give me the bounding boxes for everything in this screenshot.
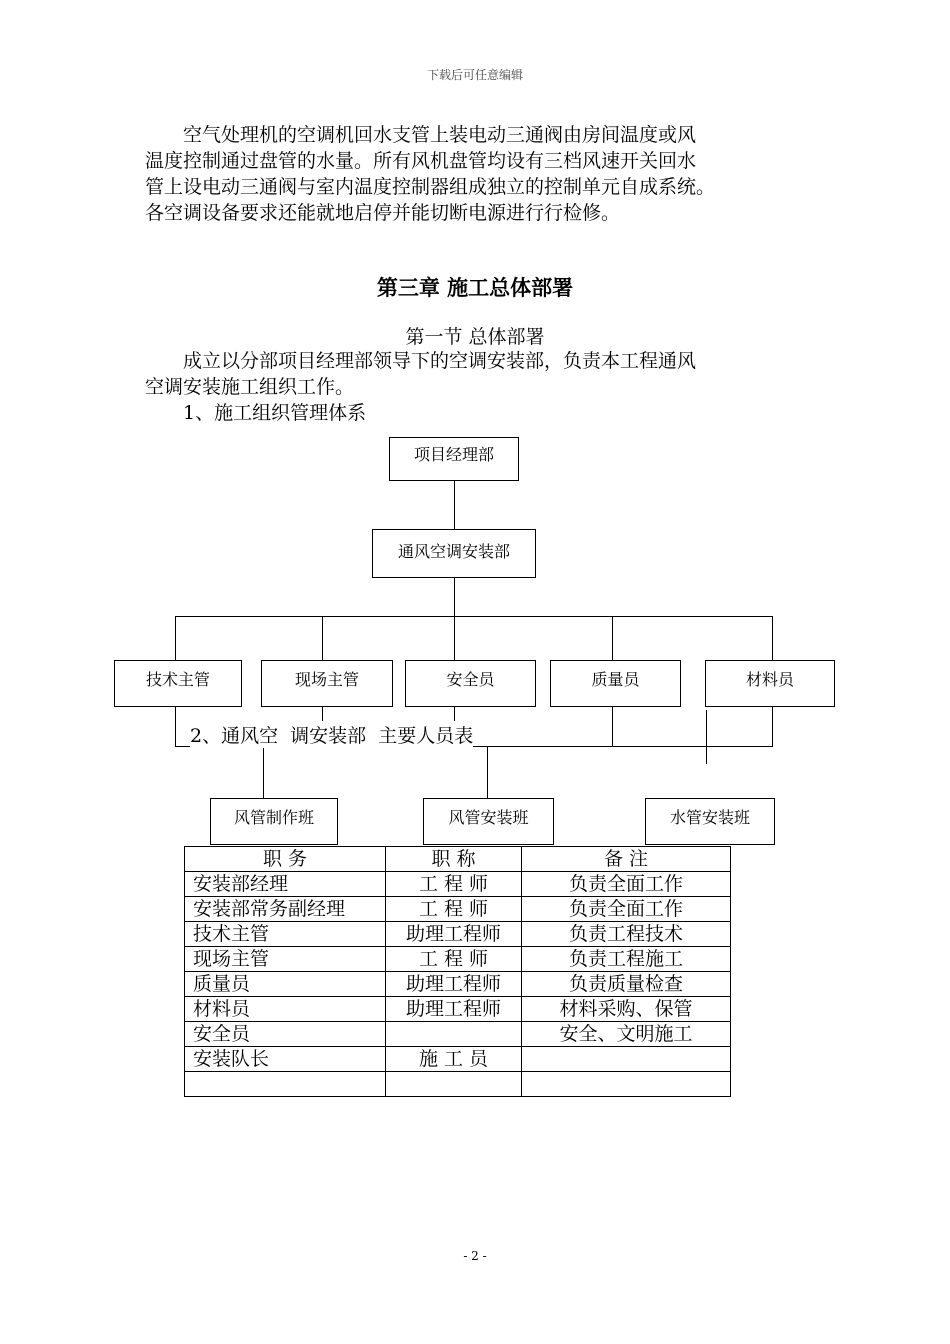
- staff-table: [184, 846, 731, 1097]
- table-cell: 工 程 师: [386, 872, 522, 897]
- table-row: [185, 1022, 731, 1047]
- item1-heading: 1、施工组织管理体系: [183, 402, 367, 424]
- table-cell: 技术主管: [185, 922, 386, 947]
- body-line: 空调安装施工组织工作。: [145, 376, 355, 398]
- table-row: [185, 972, 731, 997]
- table-cell: [386, 1072, 522, 1097]
- org-box-duct-fabrication-team: 风管制作班: [210, 798, 338, 845]
- table-cell: 负责质量检查: [522, 972, 731, 997]
- org-box-quality-officer: 质量员: [550, 660, 681, 707]
- table-row: [185, 922, 731, 947]
- connector-line: [612, 706, 613, 746]
- table-cell: 安装部经理: [185, 872, 386, 897]
- connector-line: [612, 616, 613, 661]
- org-box-technical-supervisor: 技术主管: [114, 660, 242, 707]
- intro-line: 空气处理机的空调机回水支管上装电动三通阀由房间温度或风: [183, 124, 697, 146]
- table-cell: 助理工程师: [386, 922, 522, 947]
- connector-line: [454, 577, 455, 616]
- table-cell: 安装队长: [185, 1047, 386, 1072]
- table-cell: 材料员: [185, 997, 386, 1022]
- intro-line: 温度控制通过盘管的水量。所有风机盘管均设有三档风速开关回水: [145, 150, 697, 172]
- table-cell: 负责全面工作: [522, 897, 731, 922]
- table-cell: [522, 1072, 731, 1097]
- connector-line: [454, 616, 455, 661]
- table-cell: 安全员: [185, 1022, 386, 1047]
- table-cell: [185, 1072, 386, 1097]
- table-cell: 助理工程师: [386, 997, 522, 1022]
- section-title: 第一节 总体部署: [405, 326, 545, 348]
- chapter-title: 第三章 施工总体部署: [376, 276, 574, 300]
- table-cell: 材料采购、保管: [522, 997, 731, 1022]
- org-box-project-management: 项目经理部: [389, 437, 519, 481]
- table-header-row: [185, 847, 731, 872]
- table-cell: 现场主管: [185, 947, 386, 972]
- intro-line: 管上设电动三通阀与室内温度控制器组成独立的控制单元自成系统。: [145, 176, 716, 198]
- column-header-position: 职 务: [185, 847, 386, 872]
- page-header: 下载后可任意编辑: [426, 68, 523, 82]
- table-row: [185, 1047, 731, 1072]
- connector-line: [487, 747, 488, 799]
- table-cell: 工 程 师: [386, 947, 522, 972]
- item2-heading: 2、通风空 调安装部 主要人员表: [190, 721, 473, 748]
- connector-line: [772, 706, 773, 746]
- intro-paragraph: [145, 122, 835, 226]
- table-row: [185, 872, 731, 897]
- table-cell: 助理工程师: [386, 972, 522, 997]
- table-cell: 负责工程施工: [522, 947, 731, 972]
- org-box-duct-installation-team: 风管安装班: [423, 798, 554, 845]
- body-line: 成立以分部项目经理部领导下的空调安装部，负责本工程通风: [183, 350, 697, 372]
- connector-line: [175, 616, 773, 617]
- intro-line: 各空调设备要求还能就地启停并能切断电源进行行检修。: [145, 202, 621, 224]
- org-box-site-supervisor: 现场主管: [261, 660, 393, 707]
- page-number: - 2 -: [463, 1249, 487, 1263]
- connector-line: [175, 706, 176, 746]
- connector-line: [263, 747, 264, 799]
- table-cell: 安装部常务副经理: [185, 897, 386, 922]
- table-cell: 安全、文明施工: [522, 1022, 731, 1047]
- org-box-safety-officer: 安全员: [405, 660, 536, 707]
- connector-line: [706, 710, 707, 764]
- connector-line: [175, 616, 176, 661]
- table-row: [185, 1072, 731, 1097]
- table-cell: 工 程 师: [386, 897, 522, 922]
- org-box-water-pipe-installation-team: 水管安装班: [645, 798, 775, 845]
- table-cell: [522, 1047, 731, 1072]
- table-row: [185, 897, 731, 922]
- table-cell: 质量员: [185, 972, 386, 997]
- connector-line: [772, 616, 773, 661]
- column-header-title: 职 称: [386, 847, 522, 872]
- table-cell: [386, 1022, 522, 1047]
- table-row: [185, 947, 731, 972]
- connector-line: [322, 616, 323, 661]
- org-box-materials-officer: 材料员: [705, 660, 835, 707]
- body-paragraph: [145, 348, 835, 426]
- column-header-remarks: 备 注: [522, 847, 731, 872]
- table-cell: 负责工程技术: [522, 922, 731, 947]
- table-row: [185, 997, 731, 1022]
- table-cell: 施 工 员: [386, 1047, 522, 1072]
- connector-line: [454, 480, 455, 530]
- org-box-hvac-department: 通风空调安装部: [372, 529, 536, 578]
- table-cell: 负责全面工作: [522, 872, 731, 897]
